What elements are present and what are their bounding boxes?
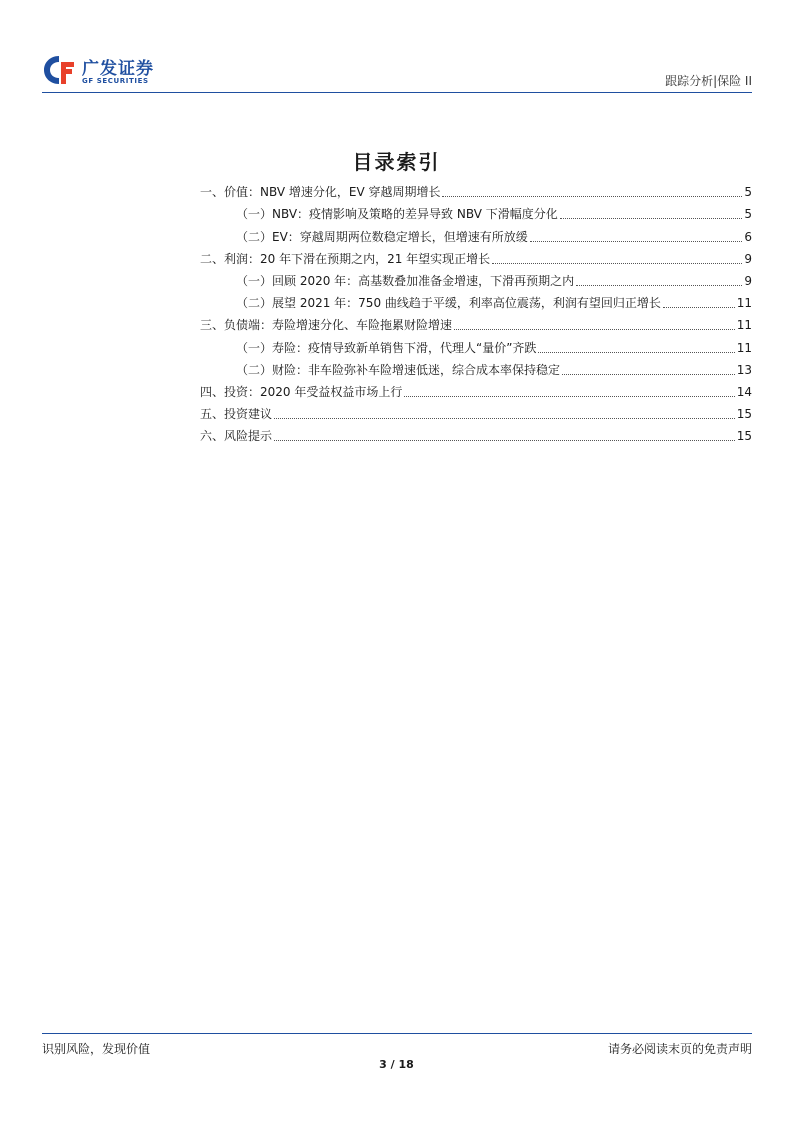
toc-dot-leader xyxy=(562,374,735,375)
toc-entry-page: 15 xyxy=(736,407,752,422)
toc-entry-title: 三、负债端：寿险增速分化、车险拖累财险增速 xyxy=(200,318,453,333)
toc-entry[interactable] xyxy=(200,267,752,289)
toc-entry-page: 5 xyxy=(744,207,752,222)
toc-entry-title: （一）NBV：疫情影响及策略的差异导致 NBV 下滑幅度分化 xyxy=(236,207,558,222)
toc-entry-page: 11 xyxy=(736,340,752,355)
company-logo xyxy=(42,50,192,90)
toc-dot-leader xyxy=(274,418,735,419)
toc-entry-title: 六、风险提示 xyxy=(200,429,273,444)
page-header xyxy=(42,50,752,92)
toc-entry[interactable] xyxy=(200,200,752,222)
toc-title: 目录索引 xyxy=(352,150,441,174)
toc-entry-title: （二）展望 2021 年：750 曲线趋于平缓，利率高位震荡，利润有望回归正增长 xyxy=(236,296,661,311)
toc-entry[interactable] xyxy=(200,178,752,200)
toc-entry-title: （二）财险：非车险弥补车险增速低迷，综合成本率保持稳定 xyxy=(236,362,561,377)
toc-entry[interactable] xyxy=(200,289,752,311)
toc-dot-leader xyxy=(530,241,743,242)
toc-entry-page: 5 xyxy=(744,185,752,200)
toc-dot-leader xyxy=(538,352,734,353)
header-divider xyxy=(42,92,752,93)
gf-logo-icon xyxy=(42,54,76,86)
report-section-label: 跟踪分析|保险 II xyxy=(665,74,752,88)
toc-entry[interactable] xyxy=(200,400,752,422)
toc-entry[interactable] xyxy=(200,333,752,355)
toc-dot-leader xyxy=(576,285,742,286)
toc-dot-leader xyxy=(442,196,742,197)
toc-dot-leader xyxy=(404,396,734,397)
logo-chinese-name: 广发证券 xyxy=(82,59,154,79)
toc-dot-leader xyxy=(663,307,735,308)
toc-entry-page: 15 xyxy=(736,429,752,444)
footer-divider xyxy=(42,1033,752,1034)
footer-disclaimer: 请务必阅读末页的免责声明 xyxy=(607,1042,752,1056)
toc-entry-page: 11 xyxy=(736,296,752,311)
toc-dot-leader xyxy=(492,263,742,264)
toc-entry-title: （一）回顾 2020 年：高基数叠加准备金增速，下滑再预期之内 xyxy=(236,273,575,288)
toc-entry-title: 五、投资建议 xyxy=(200,407,273,422)
toc-entry[interactable] xyxy=(200,378,752,400)
toc-entry-page: 11 xyxy=(736,318,752,333)
toc-entry-title: （一）寿险：疫情导致新单销售下滑，代理人“量价”齐跌 xyxy=(236,340,537,355)
logo-english-name: GF SECURITIES xyxy=(82,77,149,85)
toc-entry[interactable] xyxy=(200,222,752,244)
toc-entry[interactable] xyxy=(200,422,752,444)
toc-entry[interactable] xyxy=(200,356,752,378)
toc-entry-page: 14 xyxy=(736,384,752,399)
toc-entry-title: 二、利润：20 年下滑在预期之内，21 年望实现正增长 xyxy=(200,251,491,266)
toc-entry-title: （二）EV：穿越周期两位数稳定增长，但增速有所放缓 xyxy=(236,229,528,244)
toc-entry-page: 6 xyxy=(744,229,752,244)
toc-entry-page: 9 xyxy=(744,273,752,288)
toc-entry[interactable] xyxy=(200,311,752,333)
toc-dot-leader xyxy=(454,329,735,330)
toc-dot-leader xyxy=(560,218,743,219)
toc-entry-page: 13 xyxy=(736,362,752,377)
toc-entry[interactable] xyxy=(200,245,752,267)
toc-entry-title: 四、投资：2020 年受益权益市场上行 xyxy=(200,384,403,399)
page-number: 3 / 18 xyxy=(379,1058,414,1071)
footer-slogan: 识别风险，发现价值 xyxy=(42,1042,151,1056)
toc-entry-page: 9 xyxy=(744,251,752,266)
table-of-contents xyxy=(200,178,752,444)
toc-dot-leader xyxy=(274,440,735,441)
toc-entry-title: 一、价值：NBV 增速分化，EV 穿越周期增长 xyxy=(200,185,441,200)
